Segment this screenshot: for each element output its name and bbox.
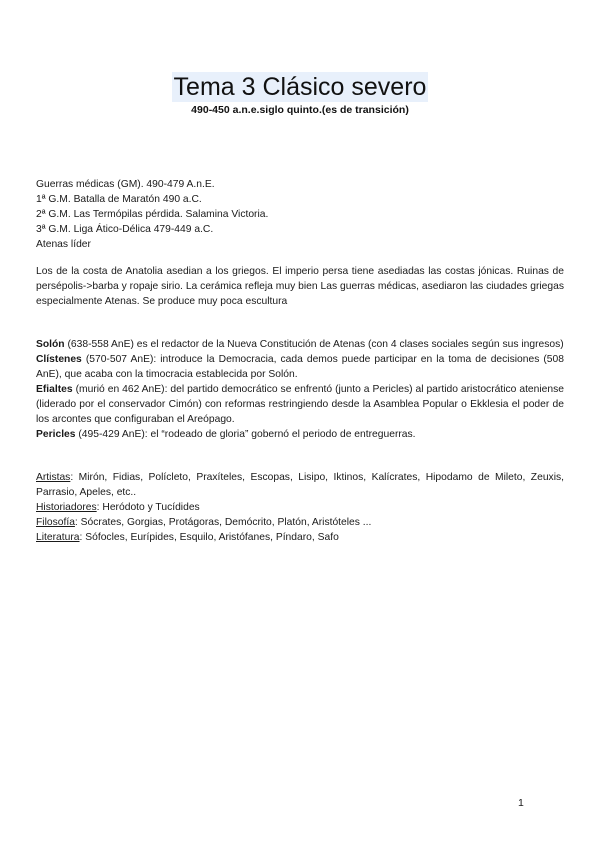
page-number: 1 <box>518 797 524 809</box>
clistenes-name: Clístenes <box>36 354 82 365</box>
solon-name: Solón <box>36 339 65 350</box>
page-title: Tema 3 Clásico severo <box>173 73 427 101</box>
gm-line: 1ª G.M. Batalla de Maratón 490 a.C. <box>36 194 202 205</box>
filosofia-line <box>36 515 564 530</box>
costa-paragraph: Los de la costa de Anatolia asedian a los griegos. El imperio persa tiene asediadas las costas jónicas. Ruinas de persépolis->barba y ropaje sirio. La cerámica refleja muy bien Las guerras médicas, asediaron las ciudades griegas especialmente Atenas. Se produce muy poca escultura <box>36 266 564 307</box>
clistenes-paragraph <box>36 352 564 382</box>
literatura-label: Literatura <box>36 532 80 543</box>
artistas-line <box>36 470 564 500</box>
efialtes-name: Efialtes <box>36 384 73 395</box>
page-subtitle: 490-450 a.n.e.siglo quinto.(es de transición) <box>191 104 409 116</box>
guerras-medicas-list <box>36 177 564 252</box>
pericles-text: (495-429 AnE): el “rodeado de gloria” gobernó el periodo de entreguerras. <box>75 429 416 440</box>
artistas-label: Artistas <box>36 472 71 483</box>
clistenes-text: (570-507 AnE): introduce la Democracia, cada demos puede participar en la toma de decisiones (508 AnE), que acaba con la timocracia establecida por Solón. <box>36 354 564 380</box>
solon-paragraph <box>36 337 564 352</box>
historiadores-text: : Heródoto y Tucídides <box>96 502 200 513</box>
historiadores-line <box>36 500 564 515</box>
gm-line: Atenas líder <box>36 239 91 250</box>
artistas-text: : Mirón, Fidias, Polícleto, Praxíteles, Escopas, Lisipo, Iktinos, Kalícrates, Hipodamo de Mileto, Zeuxis, Parrasio, Apeles, etc.. <box>36 472 564 498</box>
gm-line: 3ª G.M. Liga Ático-Délica 479-449 a.C. <box>36 224 214 235</box>
gm-line: 2ª G.M. Las Termópilas pérdida. Salamina Victoria. <box>36 209 269 220</box>
pericles-paragraph <box>36 427 564 442</box>
historiadores-label: Historiadores <box>36 502 97 513</box>
filosofia-label: Filosofía <box>36 517 75 528</box>
pericles-name: Pericles <box>36 429 76 440</box>
literatura-line <box>36 530 564 545</box>
title-container <box>0 72 600 102</box>
solon-text: (638-558 AnE) es el redactor de la Nueva Constitución de Atenas (con 4 clases sociales según sus ingresos) <box>64 339 564 350</box>
literatura-text: : Sófocles, Eurípides, Esquilo, Aristófanes, Píndaro, Safo <box>79 532 339 543</box>
culture-lists <box>36 470 564 545</box>
gm-line: Guerras médicas (GM). 490-479 A.n.E. <box>36 179 215 190</box>
efialtes-paragraph <box>36 382 564 427</box>
filosofia-text: : Sócrates, Gorgias, Protágoras, Demócrito, Platón, Aristóteles ... <box>74 517 372 528</box>
efialtes-text: (murió en 462 AnE): del partido democrático se enfrentó (junto a Pericles) al partido aristocrático ateniense (liderado por el conservador Cimón) con reformas restringiendo desde la Asamblea Popular o Ekklesia el poder de los arcontes que configuraban el Areópago. <box>36 384 564 425</box>
persons-section <box>36 337 564 442</box>
